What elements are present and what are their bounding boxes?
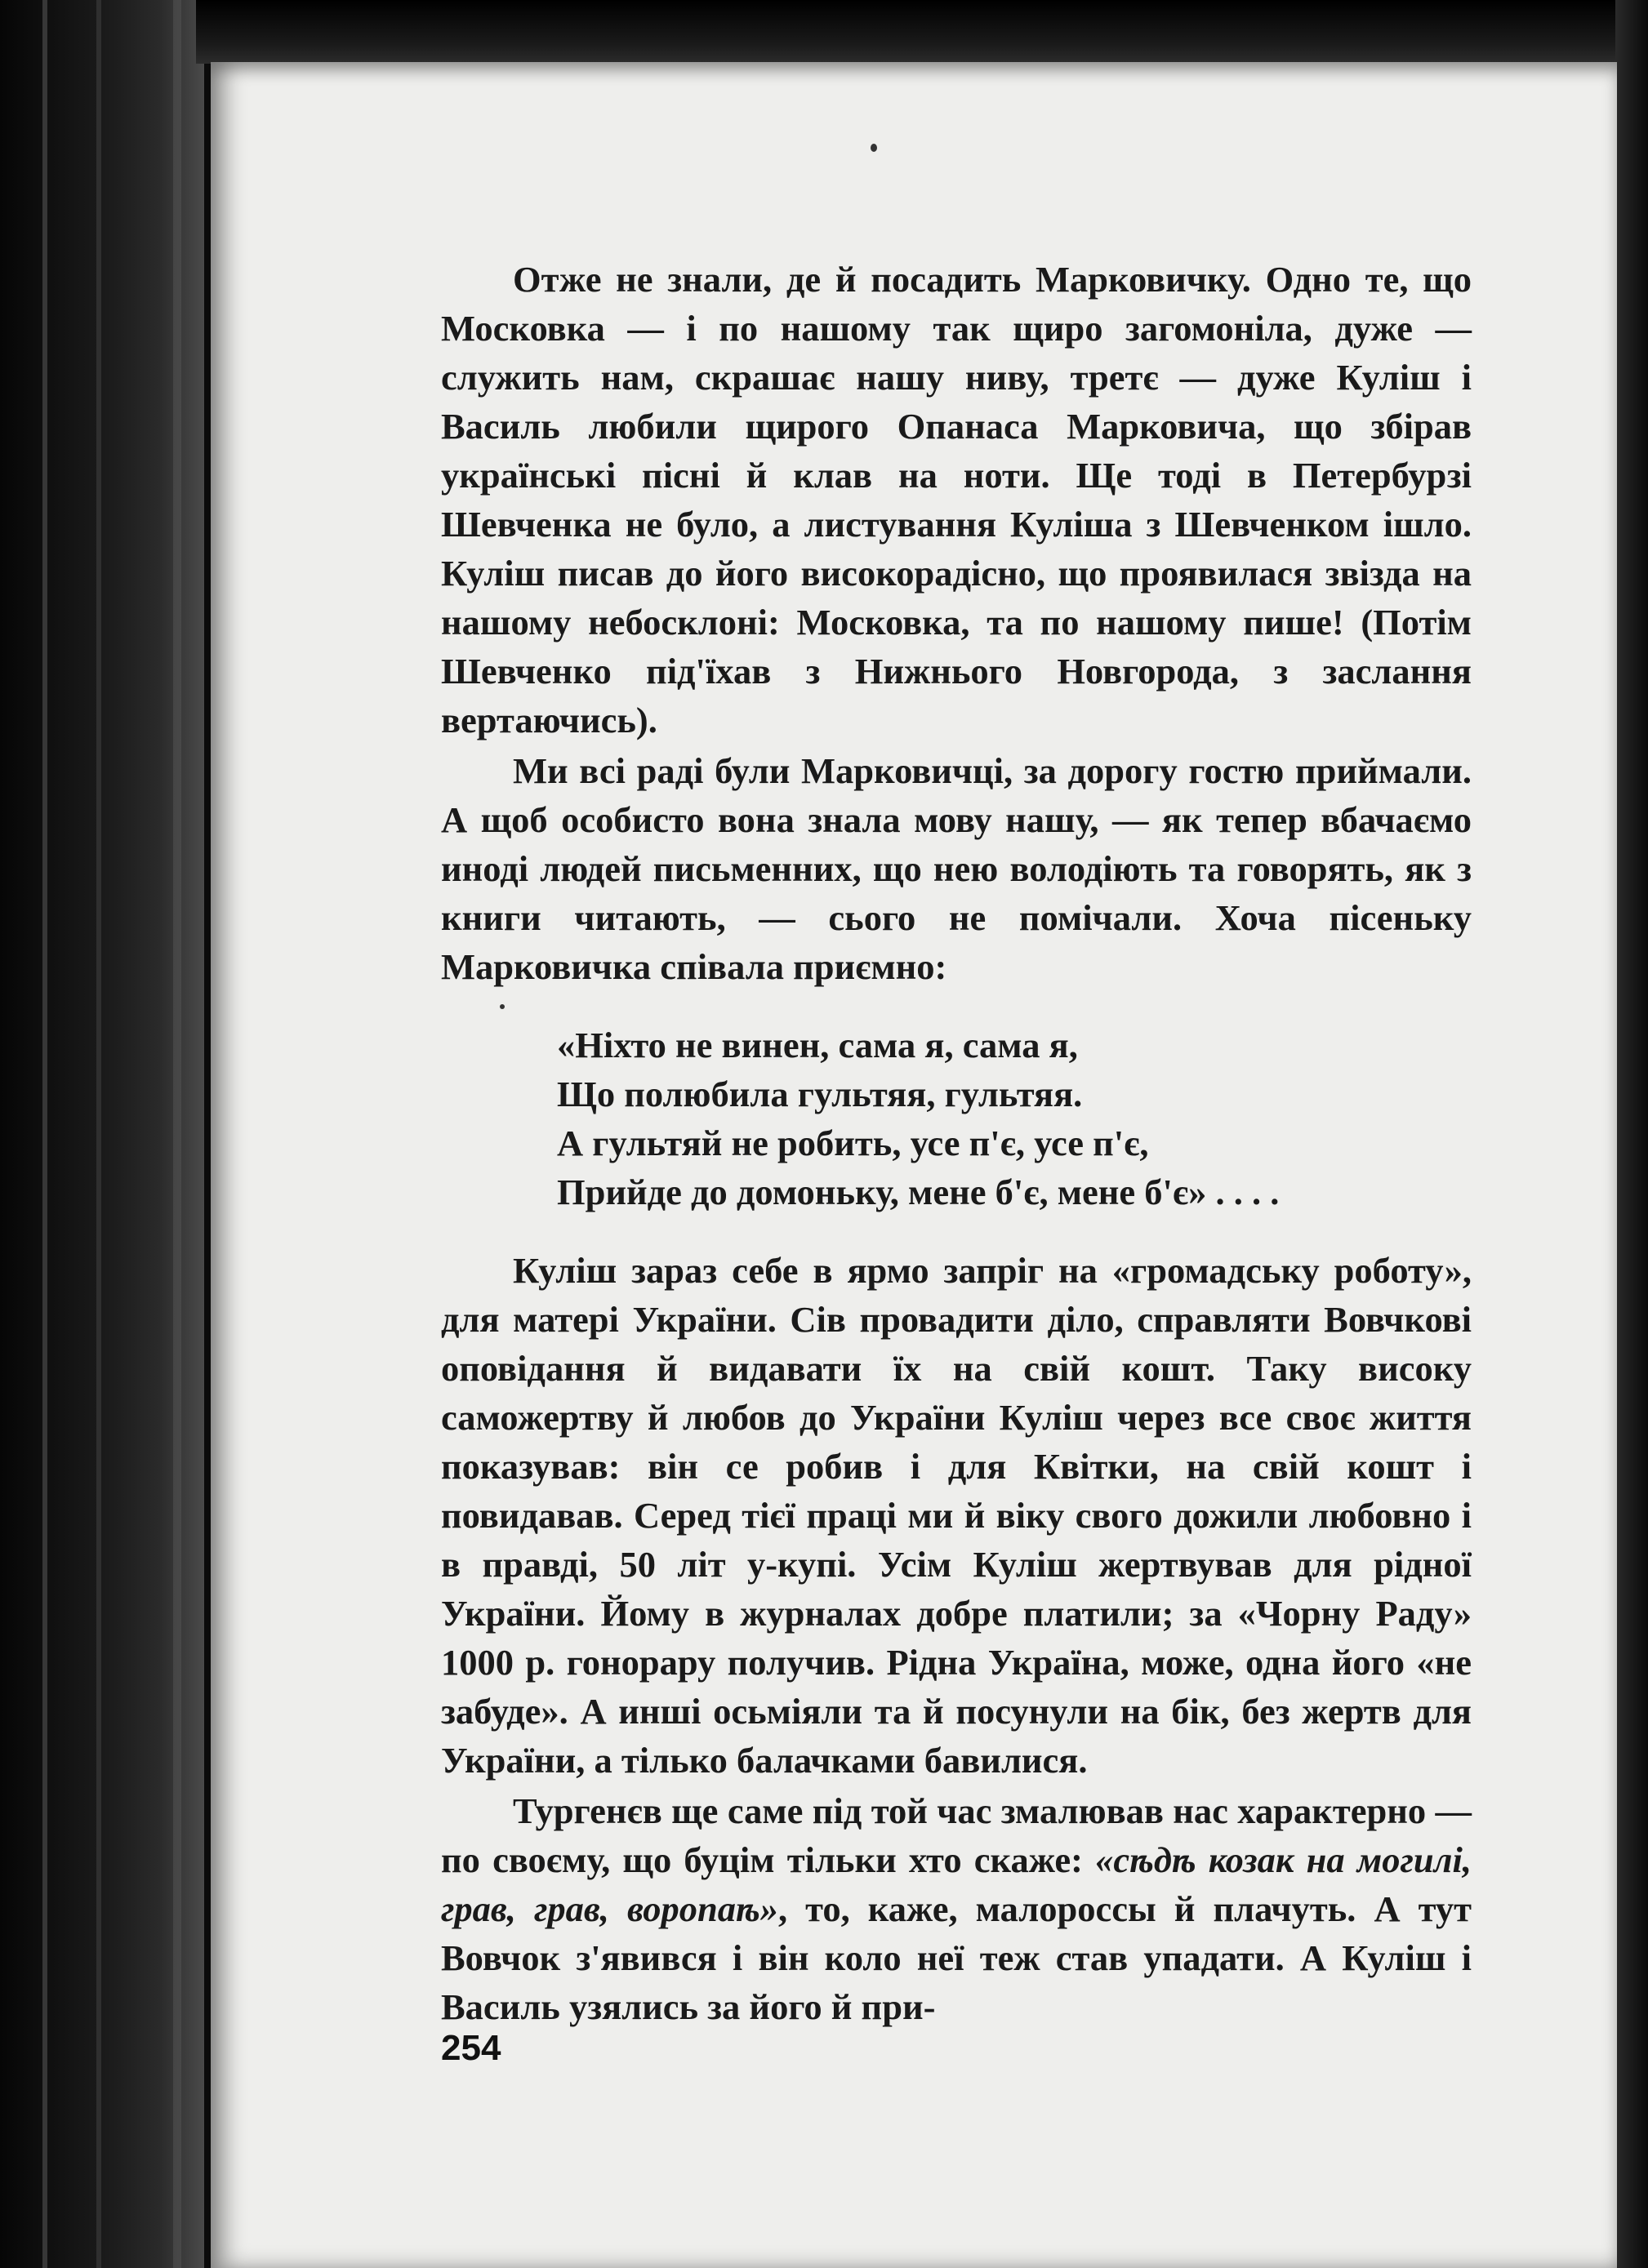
right-dark-edge <box>1615 0 1648 2268</box>
paragraph-4-end: , то, каже, малороссы й плачуть. А тут Вовчок з'явився і він коло неї теж став упадати. А Куліш і Василь узялись за його й при- <box>441 1888 1472 2027</box>
top-dark-edge <box>196 0 1648 64</box>
ink-speck <box>871 144 877 152</box>
binding-stripe <box>173 0 181 2268</box>
paragraph-4 <box>441 1786 1472 2031</box>
paragraph-1: Отже не знали, де й посадить Марковичку. Одно те, що Московка — і по нашому так щиро загомоніла, дуже — служить нам, скрашає нашу ниву, третє — дуже Куліш і Василь любили щирого Опанаса Марковича, що збірав українські пісні й клав на ноти. Ще тоді в Петербурзі Шевченка не було, а листування Куліша з Шевченком ішло. Куліш писав до його високорадісно, що проявилася звізда на нашому небосклоні: Московка, та по нашому пише! (Потім Шевченко під'їхав з Нижнього Новгорода, з заслання вертаючись). <box>441 259 1472 740</box>
body-text <box>441 255 1472 2031</box>
poem-line-3: А гультяй не робить, усе п'є, усе п'є, <box>557 1123 1149 1163</box>
poem-line-1: «Ніхто не винен, сама я, сама я, <box>557 1025 1078 1065</box>
paragraph-4-start: Тургенєв ще саме під той час змалював нас характерно — по своєму, що буцім тільки хто скаже: <box>441 1790 1472 1880</box>
binding-stripe <box>42 0 47 2268</box>
poem-line-4: Прийде до домоньку, мене б'є, мене б'є» . . . . <box>557 1172 1280 1212</box>
binding-stripe <box>96 0 101 2268</box>
paragraph-4-italic-quote: «сѣдѣ козак на могилі, грав, грав, воропаѣ» <box>441 1839 1472 1929</box>
paragraph-3: Куліш зараз себе в ярмо запріг на «громадську роботу», для матері України. Сів провадити діло, справляти Вовчкові оповідання й видавати їх на свій кошт. Таку високу саможертву й любов до України Куліш через все своє життя показував: він се робив і для Квітки, на свій кошт і повидавав. Серед тієї праці ми й віку свого дожили любовно і в правді, 50 літ у-купі. Усім Куліш жертвував для рідної України. Йому в журналах добре платили; за «Чорну Раду» 1000 р. гонорару получив. Рідна Україна, може, одна його «не забуде». А инші осьміяли та й посунули на бік, без жертв для України, а тілько балачками бавилися. <box>441 1250 1472 1781</box>
poem-quote <box>557 1021 1472 1216</box>
margin-dot <box>500 1004 505 1009</box>
poem-line-2: Що полюбила гультяя, гультяя. <box>557 1074 1083 1114</box>
page-number: 254 <box>441 2028 501 2068</box>
paragraph-2: Ми всі раді були Марковичці, за дорогу гостю приймали. А щоб особисто вона знала мову нашу, — як тепер вбачаємо иноді людей письменних, що нею володіють та говорять, як з книги читають, — сього не помічали. Хоча пісеньку Марковичка співала приємно: <box>441 750 1472 987</box>
